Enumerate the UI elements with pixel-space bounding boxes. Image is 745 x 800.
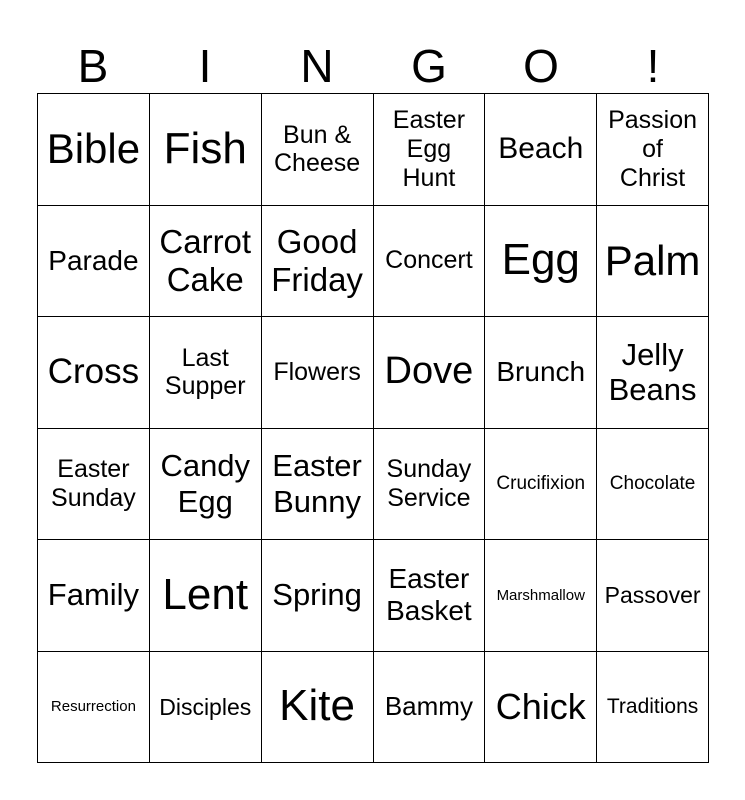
cell-label: Bible <box>46 125 141 173</box>
bingo-cell[interactable] <box>597 540 709 652</box>
cell-label: Egg <box>501 235 580 285</box>
bingo-cell[interactable] <box>485 94 597 206</box>
cell-label: Passover <box>604 582 701 609</box>
cell-label: Family <box>47 577 140 613</box>
bingo-cell[interactable] <box>597 94 709 206</box>
cell-label: Easter Basket <box>386 563 472 627</box>
cell-label: Cross <box>47 352 140 392</box>
bingo-cell[interactable] <box>374 94 486 206</box>
cell-label: Chocolate <box>609 472 696 494</box>
cell-label: Spring <box>272 577 362 613</box>
bingo-cell[interactable] <box>38 94 150 206</box>
cell-label: Crucifixion <box>496 472 586 494</box>
cell-label: Easter Bunny <box>272 448 362 519</box>
cell-label: Dove <box>384 350 474 393</box>
cell-label: Resurrection <box>50 698 136 716</box>
bingo-cell[interactable] <box>150 317 262 429</box>
bingo-cell[interactable] <box>150 429 262 541</box>
cell-label: Bun & Cheese <box>273 120 361 178</box>
bingo-cell[interactable] <box>597 429 709 541</box>
cell-label: Marshmallow <box>496 586 585 604</box>
cell-label: Disciples <box>159 693 252 720</box>
cell-label: Bammy <box>384 690 473 721</box>
cell-label: Kite <box>279 681 355 731</box>
cell-label: Palm <box>604 236 701 284</box>
header-letter-n: N <box>300 40 334 92</box>
bingo-cell[interactable] <box>38 317 150 429</box>
bingo-cell[interactable] <box>150 206 262 318</box>
bingo-cell[interactable] <box>374 652 486 764</box>
cell-label: Brunch <box>496 356 586 388</box>
bingo-cell[interactable] <box>262 652 374 764</box>
bingo-cell[interactable] <box>38 206 150 318</box>
cell-label: Lent <box>162 569 249 619</box>
bingo-cell[interactable] <box>38 652 150 764</box>
bingo-board <box>37 93 709 763</box>
bingo-cell[interactable] <box>485 429 597 541</box>
header-letter-exclamation: ! <box>646 40 660 92</box>
bingo-cell[interactable] <box>597 652 709 764</box>
bingo-cell[interactable] <box>150 652 262 764</box>
bingo-cell[interactable] <box>262 429 374 541</box>
cell-label: Beach <box>498 132 584 165</box>
header-letter-b: B <box>77 40 109 92</box>
cell-label: Easter Sunday <box>51 455 136 512</box>
cell-label: Concert <box>385 246 473 275</box>
bingo-cell[interactable] <box>374 317 486 429</box>
bingo-cell[interactable] <box>262 206 374 318</box>
bingo-cell[interactable] <box>597 206 709 318</box>
cell-label: Carrot Cake <box>159 222 252 298</box>
bingo-cell[interactable] <box>150 540 262 652</box>
bingo-cell[interactable] <box>262 94 374 206</box>
bingo-cell[interactable] <box>374 540 486 652</box>
bingo-cell[interactable] <box>597 317 709 429</box>
cell-label: Jelly Beans <box>608 336 697 408</box>
header-letter-o: O <box>523 40 559 92</box>
cell-label: Traditions <box>606 694 699 718</box>
bingo-header <box>37 38 709 94</box>
cell-label: Parade <box>48 244 139 276</box>
cell-label: Easter Egg Hunt <box>392 106 466 192</box>
bingo-cell[interactable] <box>38 429 150 541</box>
bingo-cell[interactable] <box>485 317 597 429</box>
bingo-cell[interactable] <box>485 206 597 318</box>
bingo-cell[interactable] <box>262 317 374 429</box>
bingo-cell[interactable] <box>485 540 597 652</box>
bingo-cell[interactable] <box>150 94 262 206</box>
cell-label: Candy Egg <box>160 448 251 519</box>
cell-label: Chick <box>495 686 586 728</box>
bingo-cell[interactable] <box>374 429 486 541</box>
header-letter-i: I <box>198 40 212 92</box>
cell-label: Last Supper <box>164 343 246 401</box>
cell-label: Sunday Service <box>386 455 472 512</box>
bingo-cell[interactable] <box>38 540 150 652</box>
cell-label: Fish <box>163 123 247 173</box>
bingo-cell[interactable] <box>262 540 374 652</box>
cell-label: Good Friday <box>271 222 363 298</box>
header-letter-g: G <box>411 40 447 92</box>
bingo-cell[interactable] <box>374 206 486 318</box>
cell-label: Passion of Christ <box>608 106 698 192</box>
cell-label: Flowers <box>273 357 361 386</box>
bingo-cell[interactable] <box>485 652 597 764</box>
